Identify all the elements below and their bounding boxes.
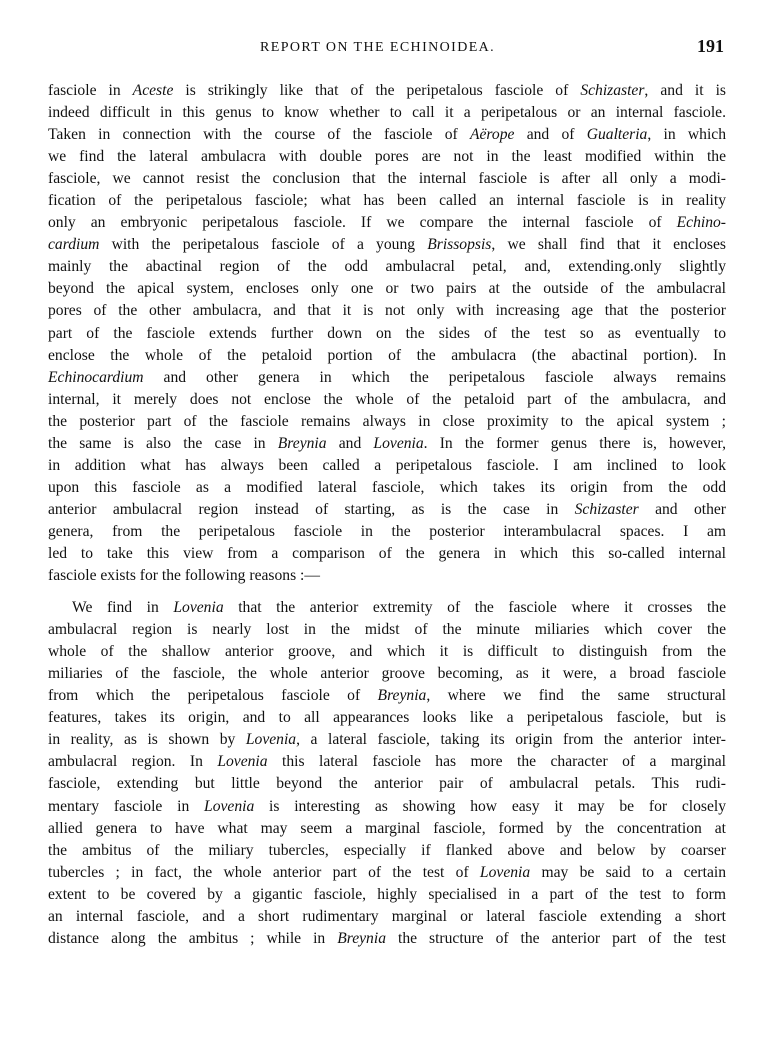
text-run: this lateral fasciole has more the character of a marginal — [267, 753, 727, 771]
text-run: that the anterior extremity of the fasciole where it crosses the — [223, 599, 726, 617]
italic-text: Breynia — [277, 434, 327, 452]
text-line — [48, 323, 726, 345]
text-line — [48, 773, 726, 795]
text-run: is interesting as showing how easy it may be for closely — [254, 797, 726, 815]
text-line — [48, 168, 726, 190]
text-run: whole of the shallow anterior groove, and which it is difficult to distinguish from the — [48, 643, 726, 661]
text-run: and of — [514, 126, 587, 144]
page-number: 191 — [697, 36, 724, 56]
text-line — [48, 124, 726, 146]
text-run: tubercles ; in fact, the whole anterior part of the test of — [48, 863, 480, 881]
text-run: extent to be covered by a gigantic fasciole, highly specialised in a part of the test to form — [48, 885, 726, 903]
text-line — [48, 300, 726, 322]
text-line — [48, 521, 726, 543]
text-line — [48, 345, 726, 367]
italic-text: Aërope — [469, 126, 515, 144]
italic-text: cardium — [48, 236, 100, 254]
text-line — [48, 278, 726, 300]
text-line — [48, 796, 726, 818]
italic-text: Lovenia — [173, 599, 224, 617]
text-line — [48, 619, 726, 641]
italic-text: Brissopsis — [427, 236, 492, 254]
text-run: and — [326, 434, 374, 452]
text-line — [48, 411, 726, 433]
italic-text: Lovenia — [204, 797, 255, 815]
text-line — [48, 102, 726, 124]
text-line — [48, 729, 726, 751]
text-run: may be said to a certain — [530, 863, 726, 881]
text-run: features, takes its origin, and to all appearances looks like a peripetalous fasciole, but is — [48, 709, 726, 727]
paragraph — [48, 597, 726, 950]
text-line — [48, 906, 726, 928]
text-line — [48, 543, 726, 565]
italic-text: Gualteria — [586, 126, 648, 144]
text-run: the ambitus of the miliary tubercles, especially if flanked above and below by coarser — [48, 841, 726, 859]
text-run: miliaries of the fasciole, the whole anterior groove becoming, as it were, a broad fasciole — [48, 665, 726, 683]
running-title: REPORT ON THE ECHINOIDEA. — [260, 40, 496, 55]
text-run: fasciole exists for the following reasons :— — [48, 567, 320, 585]
text-line — [48, 455, 726, 477]
text-run: indeed difficult in this genus to know whether to call it a peripetalous or an internal fasciole. — [48, 104, 726, 122]
paragraph — [48, 80, 726, 587]
text-run: mentary fasciole in — [48, 797, 205, 815]
text-run: in addition what has always been called a peripetalous fasciole. I am inclined to look — [48, 456, 726, 474]
text-run: part of the fasciole extends further down on the sides of the test so as eventually to — [48, 324, 726, 342]
text-run: we find the lateral ambulacra with double pores are not in the least modified within the — [48, 148, 726, 166]
text-run: pores of the other ambulacra, and that it is not only with increasing age that the posterior — [48, 302, 726, 320]
text-line — [48, 884, 726, 906]
text-run: genera, from the peripetalous fasciole in the posterior interambulacral spaces. I am — [48, 522, 726, 540]
text-run: We find in — [72, 599, 174, 617]
text-line — [48, 256, 726, 278]
text-run: an internal fasciole, and a short rudimentary marginal or lateral fasciole extending a short — [48, 907, 726, 925]
text-run: from which the peripetalous fasciole of — [48, 687, 378, 705]
text-run: ambulacral region. In — [48, 753, 218, 771]
text-run: , a lateral fasciole, taking its origin from the anterior inter- — [296, 731, 726, 749]
italic-text: Breynia — [337, 929, 386, 947]
text-run: , where we find the same structural — [426, 687, 726, 705]
text-line — [48, 840, 726, 862]
text-line — [48, 433, 726, 455]
text-run: the posterior part of the fasciole remains always in close proximity to the apical system ; — [48, 412, 726, 430]
text-run: in reality, as is shown by — [48, 731, 246, 749]
text-line — [48, 212, 726, 234]
document-page — [48, 36, 726, 950]
text-run: the structure of the anterior part of the test — [386, 929, 726, 947]
page-header — [48, 36, 726, 66]
body-text — [48, 80, 726, 950]
text-run: with the peripetalous fasciole of a young — [99, 236, 428, 254]
text-line — [48, 663, 726, 685]
text-run: , and it is — [644, 82, 726, 99]
text-run: beyond the apical system, encloses only one or two pairs at the outside of the ambulacral — [48, 280, 726, 298]
italic-text: Lovenia — [217, 753, 268, 771]
text-run: , we shall find that it encloses — [491, 236, 726, 254]
text-run: , in which — [647, 126, 727, 144]
text-line — [48, 146, 726, 168]
text-run: internal, it merely does not enclose the whole of the petaloid part of the ambulacra, and — [48, 390, 726, 408]
text-line — [48, 565, 726, 587]
text-line — [48, 234, 726, 256]
italic-text: Lovenia — [479, 863, 531, 881]
italic-text: Aceste — [132, 82, 174, 99]
text-run: Taken in connection with the course of the fasciole of — [48, 126, 470, 144]
text-run: the same is also the case in — [48, 434, 278, 452]
paragraph-gap — [48, 587, 726, 597]
text-run: fasciole, extending but little beyond the anterior pair of ambulacral petals. This rudi- — [48, 775, 726, 793]
italic-text: Echinocardium — [48, 368, 144, 386]
text-line — [48, 499, 726, 521]
text-line — [48, 190, 726, 212]
text-line — [48, 862, 726, 884]
text-line — [48, 928, 726, 950]
text-run: enclose the whole of the petaloid portion of the ambulacra (the abactinal portion). In — [48, 346, 726, 364]
text-line — [48, 597, 726, 619]
text-line — [48, 477, 726, 499]
text-run: and other genera in which the peripetalous fasciole always remains — [143, 368, 726, 386]
text-run: only an embryonic peripetalous fasciole. If we compare the internal fasciole of — [48, 214, 677, 232]
italic-text: Lovenia — [245, 731, 297, 749]
text-line — [48, 389, 726, 411]
text-line — [48, 818, 726, 840]
text-line — [48, 367, 726, 389]
text-run: distance along the ambitus ; while in — [48, 929, 338, 947]
text-line — [48, 707, 726, 729]
italic-text: Breynia — [377, 687, 427, 705]
text-run: fasciole, we cannot resist the conclusion that the internal fasciole is after all only a modi- — [48, 170, 726, 188]
text-line — [48, 80, 726, 102]
text-run: upon this fasciole as a modified lateral fasciole, which takes its origin from the odd — [48, 478, 726, 496]
text-run: anterior ambulacral region instead of starting, as is the case in — [48, 500, 575, 518]
text-line — [48, 751, 726, 773]
text-run: fication of the peripetalous fasciole; what has been called an internal fasciole is in reality — [48, 192, 726, 210]
text-run: fasciole in — [48, 82, 133, 99]
text-run: is strikingly like that of the peripetalous fasciole of — [173, 82, 581, 99]
text-line — [48, 641, 726, 663]
text-run: led to take this view from a comparison of the genera in which this so-called internal — [48, 544, 726, 562]
text-run: ambulacral region is nearly lost in the midst of the minute miliaries which cover the — [48, 621, 726, 639]
text-line — [48, 685, 726, 707]
italic-text: Echino- — [676, 214, 726, 232]
text-run: mainly the abactinal region of the odd ambulacral petal, and, extending.only slightly — [48, 258, 726, 276]
italic-text: Schizaster — [574, 500, 639, 518]
italic-text: Schizaster — [580, 82, 645, 99]
text-run: . In the former genus there is, however, — [423, 434, 726, 452]
text-run: allied genera to have what may seem a marginal fasciole, formed by the concentration at — [48, 819, 726, 837]
italic-text: Lovenia — [373, 434, 424, 452]
text-run: and other — [638, 500, 726, 518]
